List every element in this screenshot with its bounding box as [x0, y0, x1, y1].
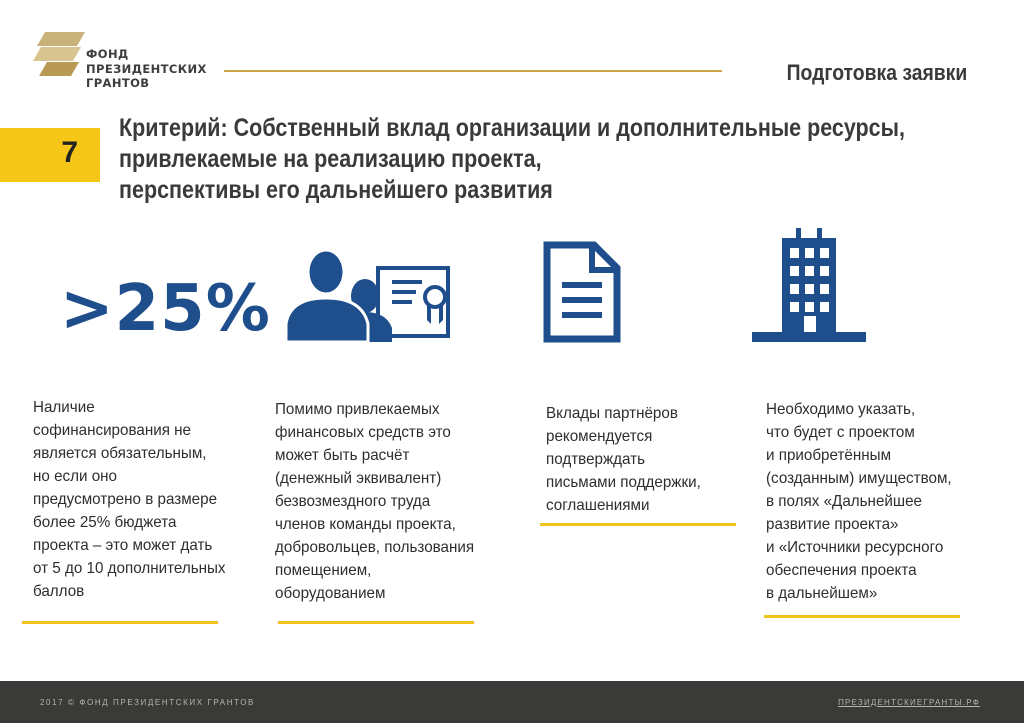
- text-line: оборудованием: [275, 585, 386, 602]
- text-line: является обязательным,: [33, 445, 207, 462]
- inkind-resources-text: [275, 398, 474, 605]
- fund-logo-icon: [33, 32, 85, 76]
- text-line: помещением,: [275, 562, 372, 579]
- column-underline: [764, 615, 960, 618]
- text-line: рекомендуется: [546, 428, 653, 445]
- column-underline: [540, 523, 736, 526]
- text-line: что будет с проектом: [766, 424, 915, 441]
- project-future-text: [766, 398, 952, 605]
- text-line: (созданным) имуществом,: [766, 470, 952, 487]
- text-line: подтверждать: [546, 451, 646, 468]
- text-line: членов команды проекта,: [275, 516, 456, 533]
- text-line: Наличие: [33, 399, 95, 416]
- text-line: Помимо привлекаемых: [275, 401, 440, 418]
- text-line: безвозмездного труда: [275, 493, 431, 510]
- footer-bar: [0, 681, 1024, 723]
- text-line: может быть расчёт: [275, 447, 410, 464]
- header-divider: [224, 70, 722, 72]
- page-title: Подготовка заявки: [786, 60, 967, 85]
- text-line: Вклады партнёров: [546, 405, 678, 422]
- text-line: от 5 до 10 дополнительных: [33, 560, 226, 577]
- text-line: в полях «Дальнейшее: [766, 493, 923, 510]
- text-line: и «Источники ресурсного: [766, 539, 944, 556]
- text-line: соглашениями: [546, 497, 650, 514]
- text-line: но если оно: [33, 468, 118, 485]
- footer-website-link[interactable]: ПРЕЗИДЕНТСКИЕГРАНТЫ.РФ: [838, 698, 980, 707]
- text-line: финансовых средств это: [275, 424, 451, 441]
- text-line: софинансирования не: [33, 422, 192, 439]
- text-line: письмами поддержки,: [546, 474, 701, 491]
- text-line: обеспечения проекта: [766, 562, 917, 579]
- text-line: добровольцев, пользования: [275, 539, 475, 556]
- brand-line: ПРЕЗИДЕНТСКИХ: [86, 61, 207, 76]
- cofinancing-percent: >25%: [60, 272, 271, 346]
- brand-line: ФОНД: [86, 47, 129, 61]
- document-icon: [542, 240, 622, 344]
- footer-copyright: 2017 © ФОНД ПРЕЗИДЕНТСКИХ ГРАНТОВ: [40, 698, 255, 707]
- column-underline: [278, 621, 474, 624]
- text-line: (денежный эквивалент): [275, 470, 442, 487]
- text-line: Необходимо указать,: [766, 401, 916, 418]
- brand-name: [86, 47, 207, 91]
- text-line: в дальнейшем»: [766, 585, 878, 602]
- column-underline: [22, 621, 218, 624]
- criterion-line: перспективы его дальнейшего развития: [119, 176, 553, 204]
- criterion-line: привлекаемые на реализацию проекта,: [119, 145, 542, 173]
- text-line: развитие проекта»: [766, 516, 899, 533]
- criterion-number: 7: [61, 136, 78, 169]
- text-line: и приобретённым: [766, 447, 892, 464]
- building-icon: [750, 226, 868, 344]
- text-line: предусмотрено в размере: [33, 491, 218, 508]
- criterion-heading: [119, 113, 905, 206]
- brand-line: ГРАНТОВ: [86, 76, 150, 90]
- criterion-number-badge: [0, 128, 100, 182]
- text-line: баллов: [33, 583, 85, 600]
- criterion-line: Критерий: Собственный вклад организации и дополнительные ресурсы,: [119, 114, 905, 142]
- people-certificate-icon: [284, 246, 452, 342]
- cofinancing-text: [33, 396, 226, 603]
- text-line: проекта – это может дать: [33, 537, 213, 554]
- partner-contributions-text: [546, 402, 701, 517]
- text-line: более 25% бюджета: [33, 514, 177, 531]
